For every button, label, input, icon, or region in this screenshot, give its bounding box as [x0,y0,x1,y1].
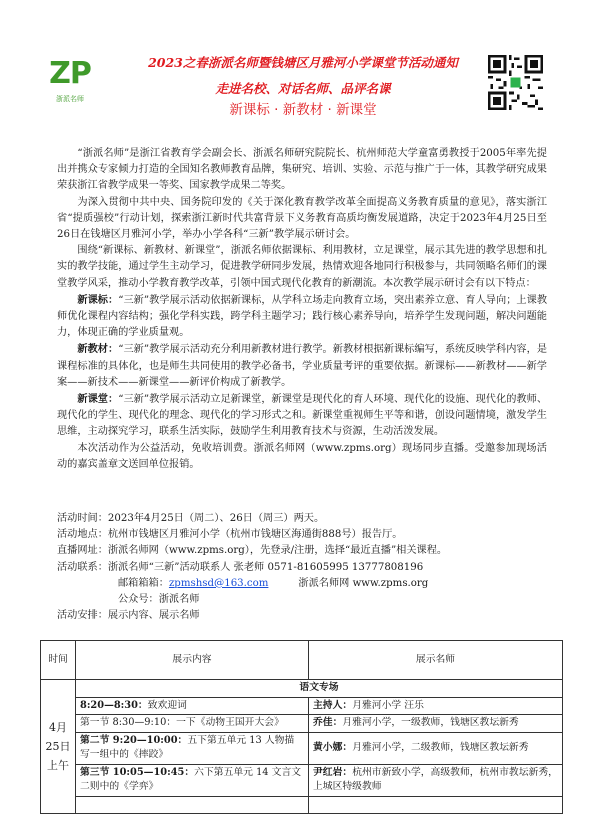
zpms-logo [42,57,98,107]
teacher-info: 月雅河小学，一级教师，钱塘区教坛新秀 [342,717,519,728]
header-content: 展示内容 [76,641,309,680]
content-text: 六下第五单元 14 文言文二则中的《学弈》 [80,766,302,792]
new-textbook-paragraph [57,341,547,391]
day-cell: 4月25日上午 [41,680,76,814]
wechat-row: 公众号：浙派名师 [118,594,200,606]
teacher-name: 乔佳： [313,717,343,728]
email-row [57,576,547,592]
purpose-paragraph: 为深入贯彻中共中央、国务院印发的《关于深化教育教学改革全面提高义务教育质量的意见》，落实浙江省“提质强校”行动计划，探索浙江新时代共富背景下义务教育高质均衡发展道路，决定于2023年4月25日至26日在钱塘区月雅河小学，举办小学各科“三新”教学展示研讨会。 [57,196,547,241]
teacher-name: 尹红岩： [313,766,353,778]
title-line-2: 走进名校、对话名师、品评名课 [215,81,391,96]
teacher-info: 月雅河小学 汪乐 [352,699,424,711]
empty-cell [76,796,309,813]
table-row [41,680,563,698]
content-text: 致欢迎词 [147,699,187,711]
notice-body [57,146,547,473]
teacher-cell [309,732,563,764]
content-cell [76,732,309,764]
title-line-3: 新课标 · 新教材 · 新课堂 [229,102,377,118]
public-welfare-paragraph: 本次活动作为公益活动，免收培训费。浙派名师网（www.zpms.org）现场同步直播。受邀参加现场活动的嘉宾盖章文送回单位报销。 [57,442,547,470]
empty-cell [309,796,563,813]
header-teacher: 展示名师 [309,641,563,680]
table-row [41,796,563,813]
content-text: 五下第五单元 13 人物描写一组中的《摔跤》 [80,734,295,760]
logo-mark: ZP [49,56,91,91]
table-row [41,697,563,715]
logo-subtitle: 浙派名师 [56,95,84,103]
email-link[interactable]: zpmshsd@163.com [168,577,269,589]
new-textbook-text: “三新”教学展示活动充分利用新教材进行教学。新教材根据新课标编写，系统反映学科内容，是课程标准的具体化，也是师生共同使用的教学必备书，学业质量考评的重要依据。新课标——新教材——新学案——新技术——新课堂——新评价构成了新教学。 [57,344,548,388]
teacher-name: 主持人： [313,699,353,711]
new-classroom-text: “三新”教学展示活动立足新课堂，新课堂是现代化的育人环境、现代化的设施、现代化的教师、现代化的学生、现代化的理念、现代化的学习形式之和。新课堂重视师生平等和谐，创设问题情境，激发学生思维，主动探究学习，联系生活实际，鼓励学生利用教育技术与资源，生动活泼发展。 [57,394,548,438]
teacher-cell [309,697,563,715]
qr-code-icon [488,55,543,110]
teacher-cell [309,764,563,796]
contact-info: 活动联系：浙派名师“三新”活动联系人 张老师 0571-81605995 13777808196 [57,561,424,573]
new-classroom-label: 新课堂： [77,393,119,406]
live-url: 直播网址：浙派名师网（www.zpms.org），先登录/注册，选择“最近直播”相关课程。 [57,545,448,557]
event-info [57,511,547,624]
new-curriculum-label: 新课标： [77,293,119,306]
event-arrangement: 活动安排：展示内容、展示名师 [57,610,200,622]
table-row [41,764,563,796]
new-curriculum-text: “三新”教学展示活动依据新课标，从学科立场走向教育立场，突出素养立意、育人导向；上课教师优化课程内容结构；强化学科实践，跨学科主题学习；践行核心素养导向，培养学生发现问题，解决问题能力，体现正确的学业质量观。 [57,294,548,339]
new-curriculum-paragraph [57,292,547,342]
content-time: 第三节 10:05—10:45： [80,766,195,778]
new-classroom-paragraph [57,391,547,441]
teacher-cell [309,715,563,733]
section-title: 语文专场 [76,680,563,698]
email-label: 邮箱箱箱： [118,577,169,589]
content-cell [76,697,309,715]
content-text: 第一节 8:30—9:10：一下《动物王国开大会》 [80,717,284,728]
new-textbook-label: 新教材： [77,343,119,356]
schedule-table [40,640,563,814]
title-line-1: 2023之春浙派名师暨钱塘区月雅河小学课堂节活动通知 [148,55,458,70]
content-time: 第二节 9:20—10:00： [80,734,188,746]
website-text: 浙派名师网 www.zpms.org [298,577,429,589]
teacher-name: 黄小娜： [313,741,353,753]
teacher-info: 杭州市新致小学，高级教师，杭州市教坛新秀，上城区特级教师 [313,766,558,792]
table-header-row [41,641,563,680]
table-row [41,732,563,764]
intro-paragraph: “浙派名师”是浙江省教育学会副会长、浙派名师研究院院长、杭州师范大学童富勇教授于2005年率先提出并携众专家倾力打造的全国知名教师教育品牌，集研究、培训、实验、示范与推广于一体，其教学研究成果荣获浙江省教学成果一等奖、国家教学成果二等奖。 [57,148,547,192]
content-cell [76,715,309,733]
event-time: 活动时间：2023年4月25日（周二）、26日（周三）两天。 [57,513,325,524]
header-time: 时间 [41,641,76,680]
teacher-info: 月雅河小学，二级教师，钱塘区教坛新秀 [352,741,529,753]
theme-paragraph: 围绕“新课标、新教材、新课堂”，浙派名师依据课标、利用教材，立足课堂，展示其先进的教学思想和扎实的教学技能，通过学生主动学习，促进教学研同步发展，热情欢迎各地同行积极参与，共同领略名师们的课堂教学风采，推动小学教育教学改革，引领中国式现代化教育的新潮流。本次教学展示研讨会有以下特点： [57,245,547,289]
event-place: 活动地点：杭州市钱塘区月雅河小学（杭州市钱塘区海通街888号）报告厅。 [57,529,403,541]
content-time: 8:20—8:30： [80,699,148,711]
table-row [41,715,563,733]
content-cell [76,764,309,796]
